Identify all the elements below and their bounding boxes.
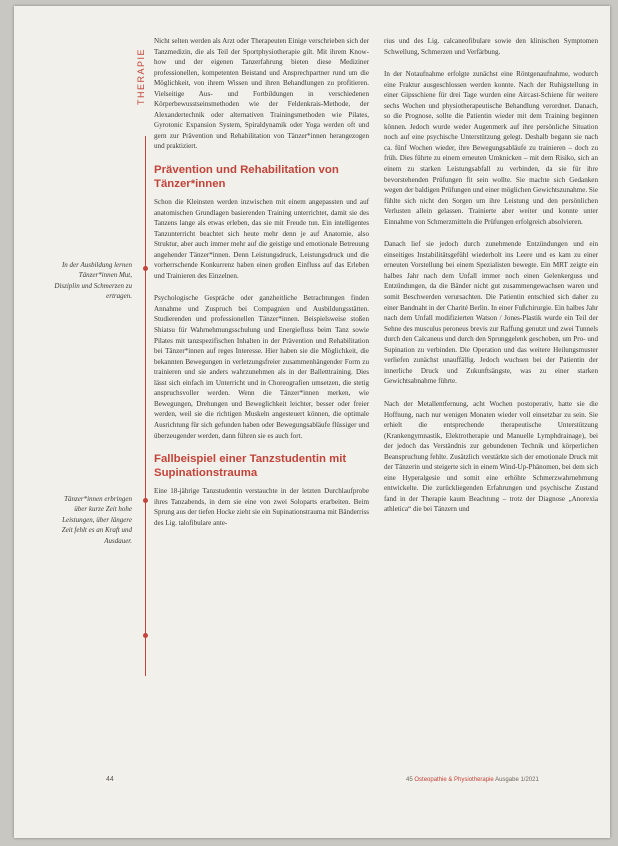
publication-name: Osteopathie & Physiotherapie <box>414 777 494 783</box>
paragraph: Eine 18-jährige Tanzstudentin verstauchte in der letzten Durchlaufprobe ihres Tanzabends, in dem sie eine von zwei Soloparts erarbeiten. Beim Sprung aus der tiefen Hocke zieht sie ein Supinationstrauma mit Bänderriss des Lig. talofibulare ante- <box>154 487 369 527</box>
section-label: THERAPIE <box>136 47 146 105</box>
paragraph: Nach der Metallentfernung, acht Wochen postoperativ, hatte sie die Hoffnung, nach nur wenigen Monaten wieder voll einsetzbar zu sein. Sie erhielt die entsprechende therapeutische Unterstützung (Krankengymnastik, Elektrotherapie und Manuelle Lymphdrainage), bei der jedoch das Verständnis zur gebundenen Technik und körperlichen Beanspruchung fehlte. Zusätzlich verstärkte sich der emotionale Druck mit der Tänzerin und steigerte sich in einem Wind-Up-Phänomen, bei dem sich eine Hyperalgesie und somit eine erhöhte Schmerzwahrnehmung entwickelte. Die zurückliegenden Erfahrungen und psychische Zustand fand in der Therapie kaum Beachtung – trotz der Diagnose „Anorexia athletica“ die bei Tänzern und <box>384 399 598 514</box>
margin-note-2: Tänzer*innen erbringen über kurze Zeit hohe Leistungen, über längere Zeit fehlt es an Kraft und Ausdauer. <box>61 495 132 545</box>
paragraph: Nicht selten werden als Arzt oder Therapeuten Einige verschrieben sich der Tanzmedizin, die als Teil der Sportphysiotherapie gilt. Mit ihrem Know-how und der eigenen Tanzerfahrung bieten diese Mediziner professionellen, kompetenten Beistand und Ansprechpartner rund um die Möglichkeit, von ihrem Wissen und ihren Behandlungen zu profitieren. Vielseitige Aus- und Fortbildungen in verschiedenen Körperbewusstseinsmethoden wie der Feldenkrais-Methode, der Alexandertechnik oder alternativen Trainingsmethoden wie Pilates, Gyrotonic Expansion System, Spiraldynamik oder Yoga werden oft und gern zur Prävention und Rehabilitation von Tänzer*innen herangezogen und praktiziert. <box>154 37 369 151</box>
left-text-column <box>154 36 369 528</box>
paragraph: rius und des Lig. calcaneofibulare sowie den klinischen Symptomen Schwellung, Schmerzen und Verfärbung. <box>384 37 598 56</box>
pullquote-dot <box>143 498 148 503</box>
section-heading: Prävention und Rehabilitation von Tänzer*innen <box>154 164 339 190</box>
running-footer <box>406 777 539 783</box>
pullquote-dot <box>143 266 148 271</box>
section-heading: Fallbeispiel einer Tanzstudentin mit Supinationstrauma <box>154 453 347 479</box>
issue-label: Ausgabe 1/2021 <box>495 777 539 783</box>
magazine-page <box>14 6 610 838</box>
right-text-column <box>384 36 598 515</box>
page-number-left: 44 <box>106 776 114 783</box>
margin-rule <box>145 136 146 676</box>
page-number-right: 45 <box>406 777 413 783</box>
margin-note-1: In der Ausbildung lernen Tänzer*innen Mut, Disziplin und Schmerzen zu ertragen. <box>54 261 132 301</box>
heading-dot <box>143 633 148 638</box>
paragraph: Danach lief sie jedoch durch zunehmende Entzündungen und ein einseitiges Instabilitätsgefühl wiederholt ins Leere und es kam zu einer erneuten Vorstellung bei einem Spezialisten bewegte. Ein MRT zeigte ein halbes Jahr nach dem Unfall immer noch einen Gelenkerguss und Entzündungen, da die Bänder nicht gut zusammengewachsen waren und somit Beschwerden verursachten. Die Patientin entschied sich daher zu einer Bandnaht in der Charité Berlin. In einer Fußchirurgie. Ein halbes Jahr nach dem Unfall modifizierten Watson / Jones-Plastik wurde ein Teil der Sehne des musculus peroneus brevis zur Raffung genutzt und zwei Tunnels durch den Calcaneus und durch den Sprunggelenk geschoben, um Pro- und Supination zu verbinden. Die Operation und das weitere Heilungsmuster verliefen zunächst unauffällig. Jedoch wuchsen bei der Patientin der innerliche Druck und Zukunftsängste, was zu einer starken Gewichtsabnahme führte. <box>384 240 598 386</box>
paragraph: In der Notaufnahme erfolgte zunächst eine Röntgenaufnahme, wodurch eine Fraktur ausgeschlossen werden konnte. Nach der Ruhigstellung in einer Gipsschiene für drei Tage wurden eine Aircast-Schiene für weitere sechs Wochen und physiotherapeutische Behandlung verordnet. Danach, so die Prognose, sollte die Patientin wieder mit dem Training beginnen können. Jedoch wurde weder Augenmerk auf ihre persönliche Situation noch auf eine psychische Unterstützung gelegt. Deshalb begann sie nach ca. fünf Wochen wieder, ihre Bewegungsabläufe zu trainieren – doch zu früh. Dies führte zu einem erneuten Umknicken – mit dem Risiko, sich an einem zu starken Leistungsabfall zu verbinden, da sie für ihre bevorstehenden Prüfungen fit sein wollte. Sie machte sich Gedanken wegen der baldigen Prüfungen und einer möglichen Gewichtszunahme. Sie fühlte sich nicht den Sorgen um ihre Leistung und den persönlichen Verlusten allein gelassen. Trainierte aber weiter und konnte unter Einnahme von Schmerzmitteln die Prüfungen erfolgreich absolvieren. <box>384 70 598 226</box>
paragraph: Psychologische Gespräche oder ganzheitliche Betrachtungen finden Annahme und Zuspruch bei Compagnien und Ausbildungsstätten. Studierenden und professionellen Tänzer*innen. Beispielsweise stoßen Shiatsu für Wahrnehmungsschulung und Energiefluss beim Tanz sowie Pilates mit tanzspezifischen Inhalten in der Prävention und Rehabilitation bei Tänzer*innen auf reges Interesse. Hier haben sie die Möglichkeit, die bekannten Bewegungen in verletzungsfreier zusammenhängender Form zu trainieren und sie anders wahrzunehmen als in der Balletttraining. Dies lässt sich einfach im Unterricht und in Choreografien umsetzen, die stetig anspruchsvoller werden. Wenn die Tänzer*innen merken, wie Bewegungen, Drehungen und Beweglichkeit leichter, besser oder freier werden, weil sie die richtigen Muskeln angesteuert können, die optimale Ausrichtung für sich gefunden haben oder Bewegungsabläufe flüssiger und überzeugender werden, dann führen sie es auch fort. <box>154 294 369 440</box>
paragraph: Schon die Kleinsten werden inzwischen mit einem angepassten und auf anatomischen Grundlagen basierenden Training unterrichtet, damit sie des Tanzens lange als etwas erleben, das sie mit Freude tun. Ein intelligentes Tanzunterricht beachtet sich heute mehr denn je auf Anatomie, also Struktur, aber auch immer mehr auf die geistige und emotionale Betreuung angehender Tänzer*innen. Denn Leistungsdruck, Leistungsdruck und die vorherrschende Konkurrenz haben einen großen Einfluss auf das Erleben und Trainieren des Einzelnen. <box>154 198 369 280</box>
